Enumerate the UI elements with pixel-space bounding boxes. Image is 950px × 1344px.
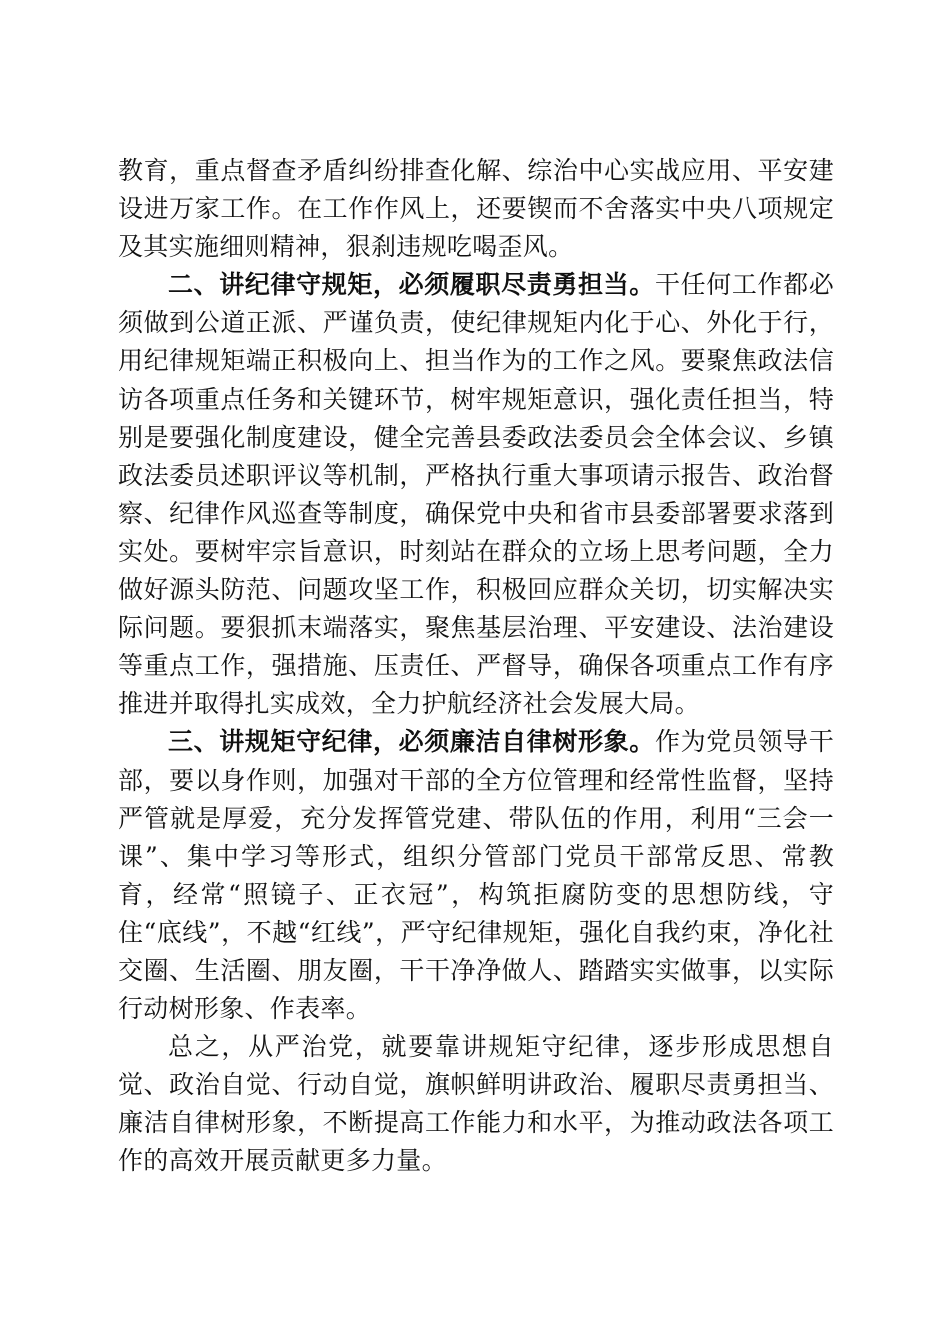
section-heading: 三、讲规矩守纪律，必须廉洁自律树形象。 (168, 727, 655, 757)
paragraph-conclusion (118, 1028, 834, 1180)
document-body (118, 152, 834, 1181)
paragraph-text: 教育，重点督查矛盾纠纷排查化解、综治中心实战应用、平安建设进万家工作。在工作作风上，还要锲而不舍落实中央八项规定及其实施细则精神，狠刹违规吃喝歪风。 (118, 156, 834, 262)
section-heading: 二、讲纪律守规矩，必须履职尽责勇担当。 (168, 270, 655, 300)
paragraph-section-three (118, 723, 834, 1028)
paragraph-continuation (118, 152, 834, 266)
paragraph-text: 作为党员领导干部，要以身作则，加强对干部的全方位管理和经常性监督，坚持严管就是厚爱，充分发挥管党建、带队伍的作用，利用“三会一课”、集中学习等形式，组织分管部门党员干部常反思、常教育，经常“照镜子、正衣冠”，构筑拒腐防变的思想防线，守住“底线”，不越“红线”，严守纪律规矩，强化自我约束，净化社交圈、生活圈、朋友圈，干干净净做人、踏踏实实做事，以实际行动树形象、作表率。 (118, 727, 835, 1024)
paragraph-text: 干任何工作都必须做到公道正派、严谨负责，使纪律规矩内化于心、外化于行，用纪律规矩端正积极向上、担当作为的工作之风。要聚焦政法信访各项重点任务和关键环节，树牢规矩意识，强化责任担当，特别是要强化制度建设，健全完善县委政法委员会全体会议、乡镇政法委员述职评议等机制，严格执行重大事项请示报告、政治督察、纪律作风巡查等制度，确保党中央和省市县委部署要求落到实处。要树牢宗旨意识，时刻站在群众的立场上思考问题，全力做好源头防范、问题攻坚工作，积极回应群众关切，切实解决实际问题。要狠抓末端落实，聚焦基层治理、平安建设、法治建设等重点工作，强措施、压责任、严督导，确保各项重点工作有序推进并取得扎实成效，全力护航经济社会发展大局。 (118, 270, 835, 719)
paragraph-section-two (118, 266, 834, 723)
paragraph-text: 总之，从严治党，就要靠讲规矩守纪律，逐步形成思想自觉、政治自觉、行动自觉，旗帜鲜明讲政治、履职尽责勇担当、廉洁自律树形象，不断提高工作能力和水平，为推动政法各项工作的高效开展贡献更多力量。 (118, 1032, 834, 1176)
